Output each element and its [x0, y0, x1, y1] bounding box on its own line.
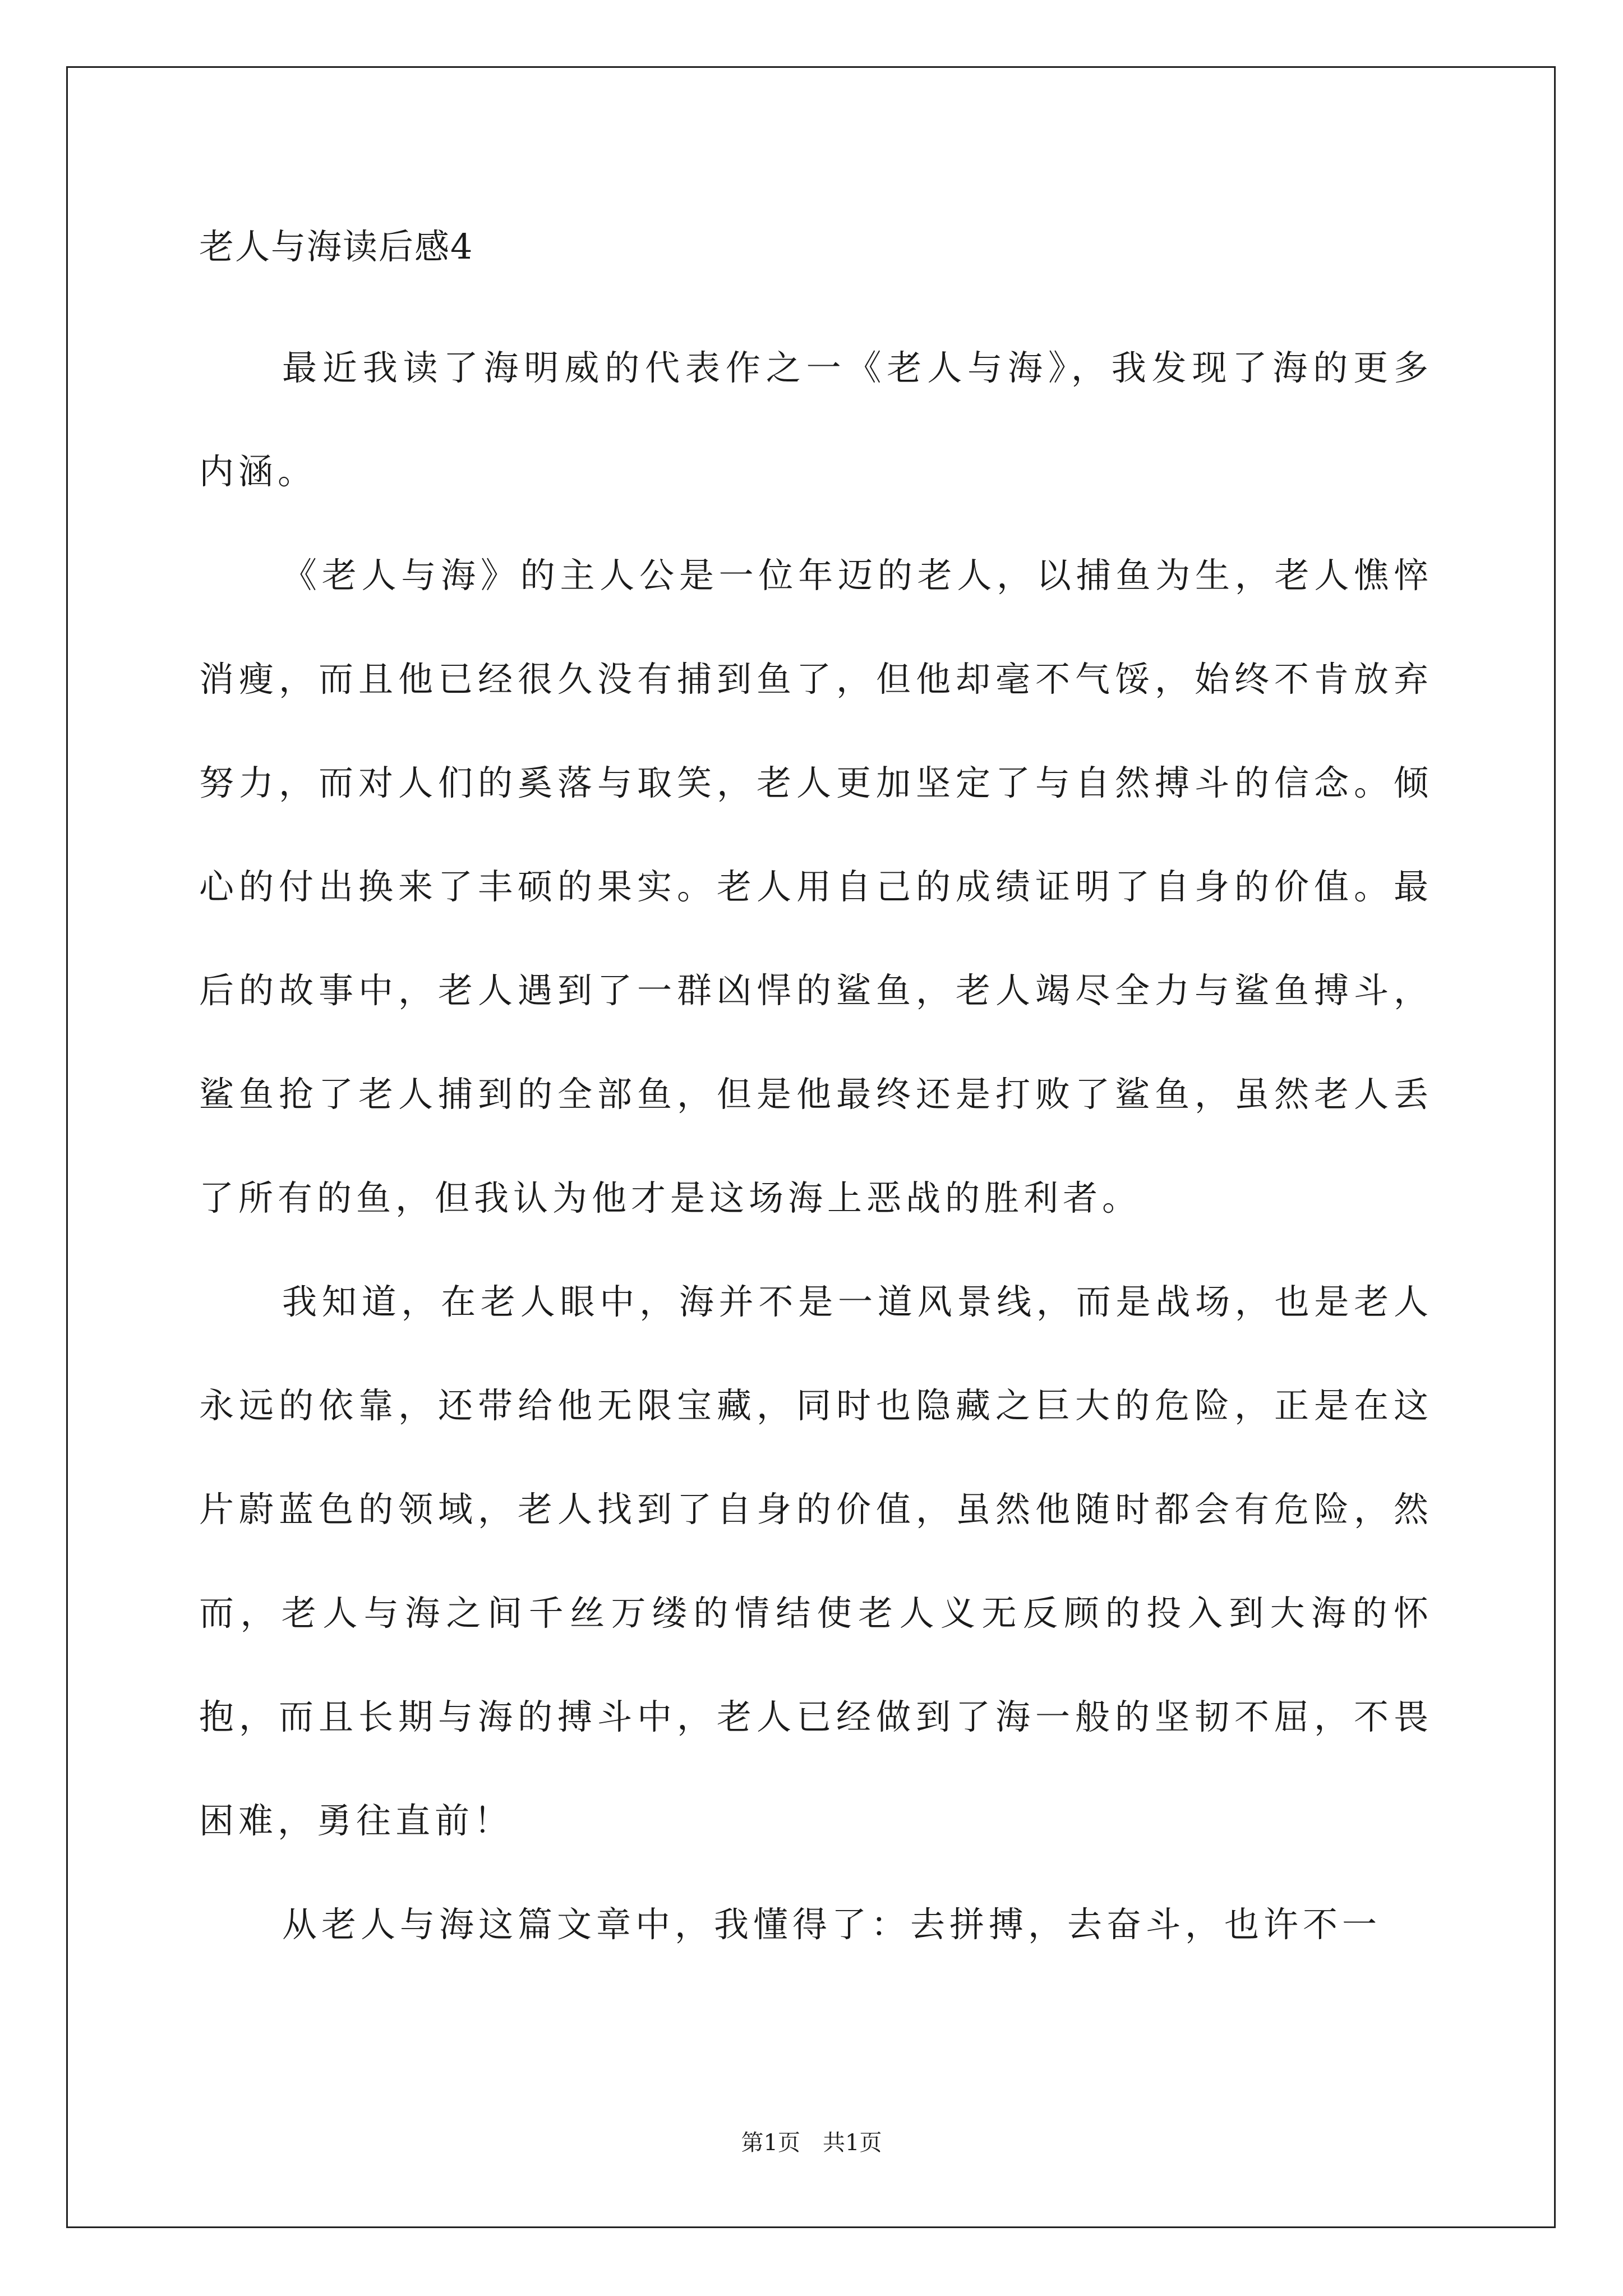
document-title: 老人与海读后感4: [199, 226, 474, 267]
page-number-total: 共1页: [823, 2130, 882, 2156]
paragraph-1: 最近我读了海明威的代表作之一《老人与海》，我发现了海的更多内涵。: [199, 347, 1433, 492]
page-number-current: 第1页: [741, 2130, 800, 2156]
paragraph-3: 我知道，在老人眼中，海并不是一道风景线，而是战场，也是老人永远的依靠，还带给他无限宝藏，同时也隐藏之巨大的危险，正是在这片蔚蓝色的领域，老人找到了自身的价值，虽然他随时都会有危险，然而，老人与海之间千丝万缕的情结使老人义无反顾的投入到大海的怀抱，而且长期与海的搏斗中，老人已经做到了海一般的坚韧不屈，不畏困难，勇往直前！: [199, 1281, 1433, 1841]
page-footer: [0, 2129, 1623, 2157]
paragraph-2: 《老人与海》的主人公是一位年迈的老人，以捕鱼为生，老人憔悴消瘦，而且他已经很久没有捕到鱼了，但他却毫不气馁，始终不肯放弃努力，而对人们的奚落与取笑，老人更加坚定了与自然搏斗的信念。倾心的付出换来了丰硕的果实。老人用自己的成绩证明了自身的价值。最后的故事中，老人遇到了一群凶悍的鲨鱼，老人竭尽全力与鲨鱼搏斗，鲨鱼抢了老人捕到的全部鱼，但是他最终还是打败了鲨鱼，虽然老人丢了所有的鱼，但我认为他才是这场海上恶战的胜利者。: [199, 555, 1433, 1218]
paragraph-4: 从老人与海这篇文章中，我懂得了：去拼搏，去奋斗，也许不一: [282, 1904, 1382, 1945]
document-body: [199, 222, 1433, 1976]
